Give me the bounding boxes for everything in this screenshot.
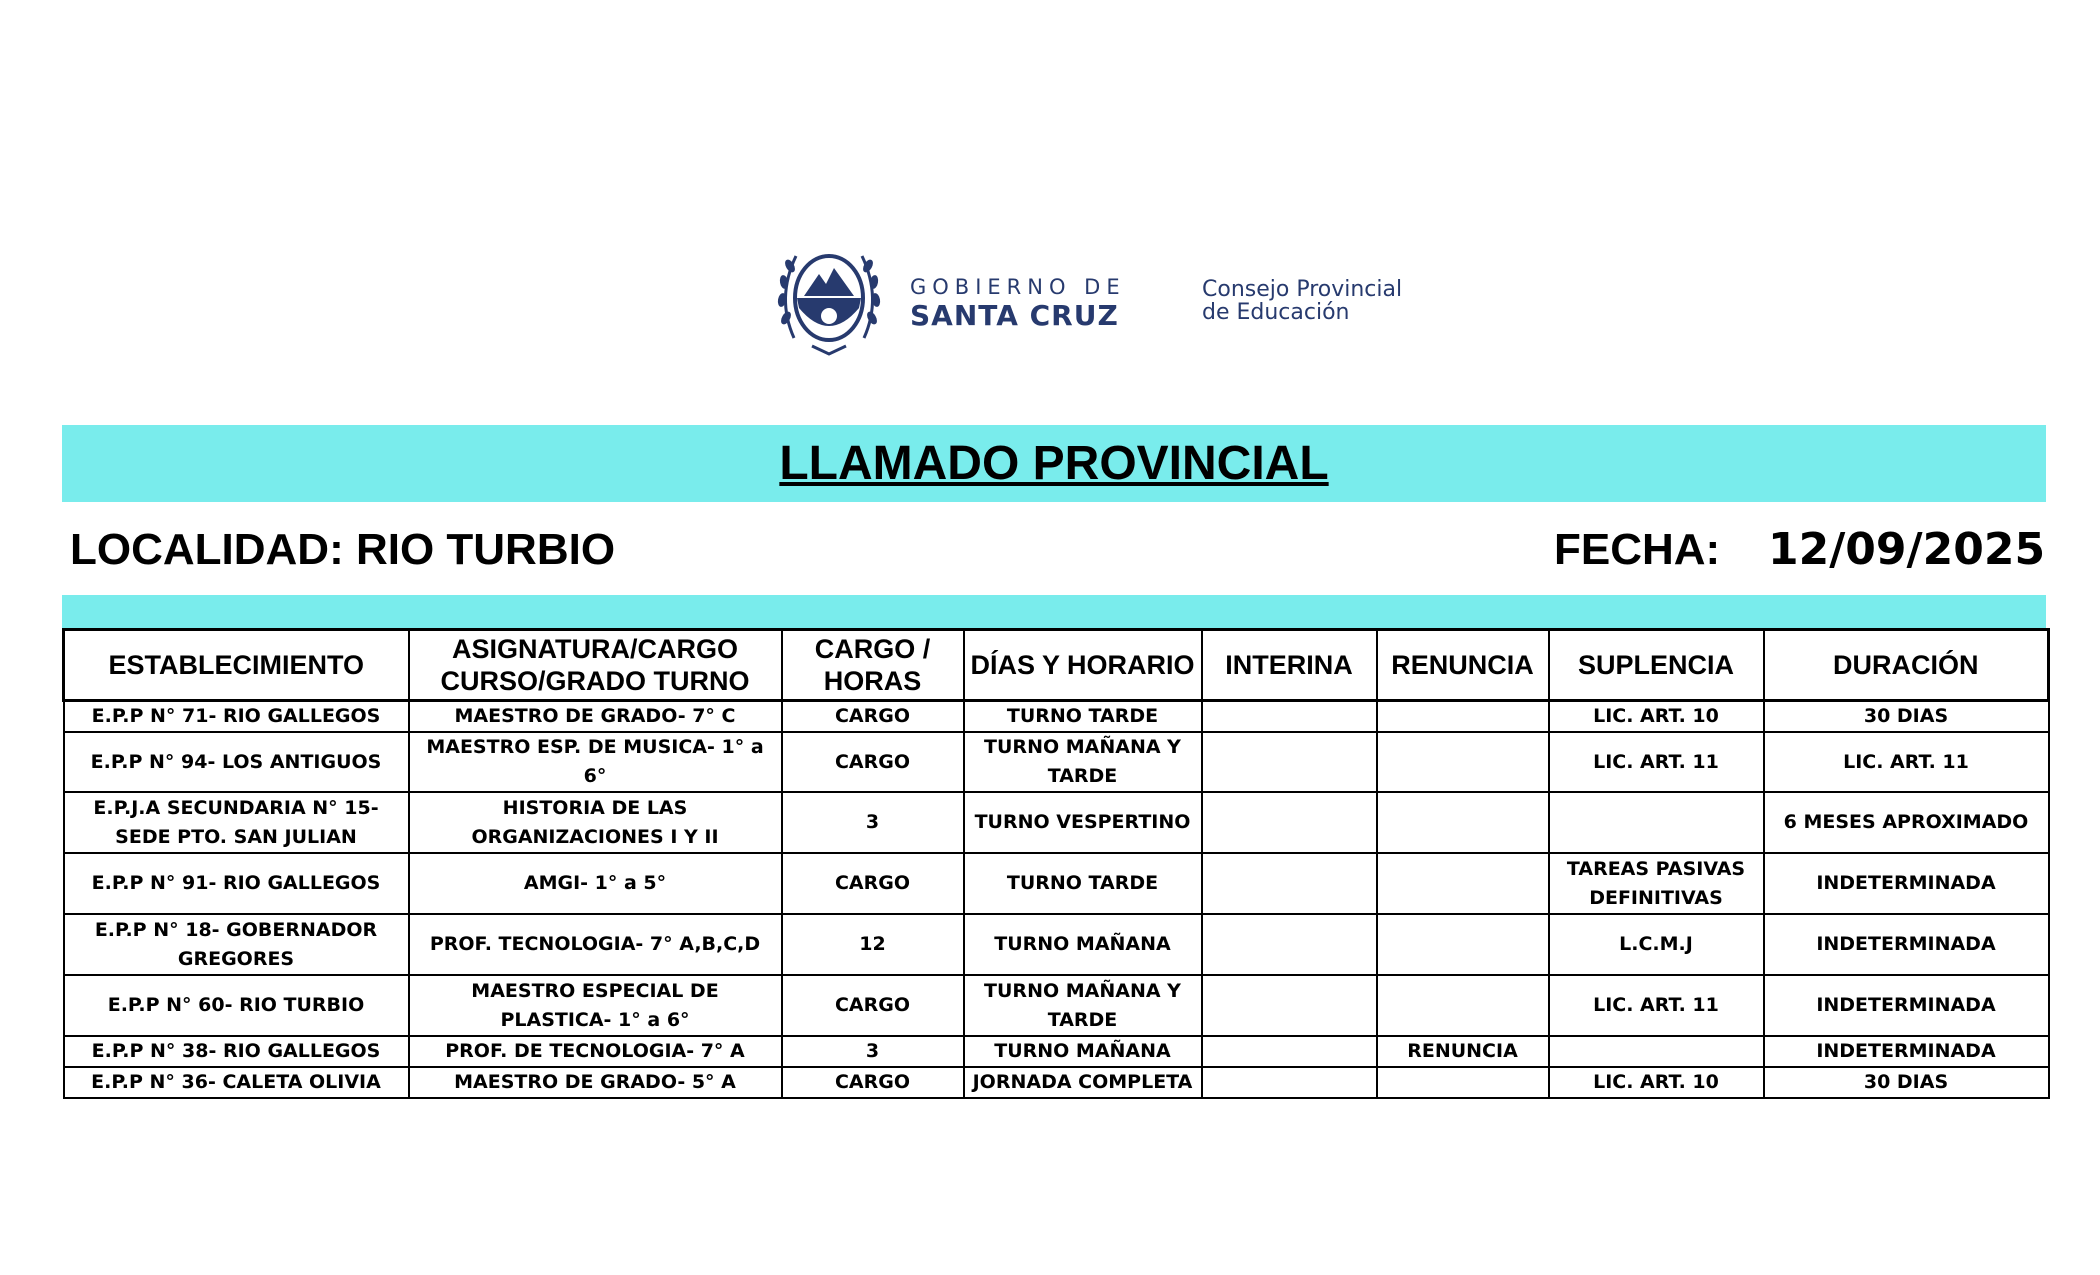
table-cell: TAREAS PASIVAS DEFINITIVAS	[1549, 853, 1764, 914]
column-header: DURACIÓN	[1764, 630, 2049, 701]
positions-table	[62, 628, 2050, 1099]
table-cell: E.P.P N° 71- RIO GALLEGOS	[64, 701, 409, 733]
table-row	[64, 914, 2049, 975]
table-cell: CARGO	[782, 732, 964, 792]
table-cell: MAESTRO ESPECIAL DE PLASTICA- 1° a 6°	[409, 975, 782, 1036]
table-cell: 3	[782, 792, 964, 853]
table-cell: E.P.P N° 91- RIO GALLEGOS	[64, 853, 409, 914]
table-row	[64, 792, 2049, 853]
table-cell	[1202, 914, 1377, 975]
table-cell: TURNO MAÑANA Y TARDE	[964, 732, 1202, 792]
council-name-line1: Consejo Provincial	[1202, 277, 1403, 302]
column-header: DÍAS Y HORARIO	[964, 630, 1202, 701]
column-header: CARGO / HORAS	[782, 630, 964, 701]
table-cell: TURNO MAÑANA Y TARDE	[964, 975, 1202, 1036]
table-cell: HISTORIA DE LAS ORGANIZACIONES I Y II	[409, 792, 782, 853]
table-cell: L.C.M.J	[1549, 914, 1764, 975]
table-cell: RENUNCIA	[1377, 1036, 1549, 1067]
table-cell: E.P.J.A SECUNDARIA N° 15- SEDE PTO. SAN JULIAN	[64, 792, 409, 853]
table-cell: INDETERMINADA	[1764, 975, 2049, 1036]
table-cell	[1377, 1067, 1549, 1098]
table-cell: CARGO	[782, 853, 964, 914]
header-logo	[774, 238, 1474, 358]
table-cell: E.P.P N° 60- RIO TURBIO	[64, 975, 409, 1036]
table-cell	[1549, 1036, 1764, 1067]
table-header-row	[64, 630, 2049, 701]
table-cell: 30 DIAS	[1764, 701, 2049, 733]
table-cell	[1202, 853, 1377, 914]
provincial-seal-icon	[774, 238, 884, 358]
table-cell	[1377, 792, 1549, 853]
table-cell: 6 MESES APROXIMADO	[1764, 792, 2049, 853]
table-cell: TURNO VESPERTINO	[964, 792, 1202, 853]
title-band	[62, 425, 2046, 502]
table-cell: MAESTRO DE GRADO- 5° A	[409, 1067, 782, 1098]
table-cell: LIC. ART. 11	[1549, 732, 1764, 792]
table-cell: INDETERMINADA	[1764, 914, 2049, 975]
table-cell: MAESTRO DE GRADO- 7° C	[409, 701, 782, 733]
table-cell: INDETERMINADA	[1764, 853, 2049, 914]
table-cell: TURNO MAÑANA	[964, 914, 1202, 975]
table-cell	[1202, 1036, 1377, 1067]
table-cell: PROF. DE TECNOLOGIA- 7° A	[409, 1036, 782, 1067]
org-name-line2: SANTA CRUZ	[910, 299, 1119, 332]
table-cell: E.P.P N° 18- GOBERNADOR GREGORES	[64, 914, 409, 975]
column-header: ESTABLECIMIENTO	[64, 630, 409, 701]
table-cell	[1202, 975, 1377, 1036]
table-cell	[1202, 732, 1377, 792]
table-cell: CARGO	[782, 975, 964, 1036]
table-cell: MAESTRO ESP. DE MUSICA- 1° a 6°	[409, 732, 782, 792]
table-row	[64, 732, 2049, 792]
table-cell: INDETERMINADA	[1764, 1036, 2049, 1067]
table-cell: E.P.P N° 94- LOS ANTIGUOS	[64, 732, 409, 792]
table-cell: 3	[782, 1036, 964, 1067]
org-name-line1: GOBIERNO DE	[910, 275, 1126, 299]
table-cell: LIC. ART. 10	[1549, 701, 1764, 733]
table-cell: TURNO TARDE	[964, 701, 1202, 733]
table-cell: PROF. TECNOLOGIA- 7° A,B,C,D	[409, 914, 782, 975]
table-cell: LIC. ART. 10	[1549, 1067, 1764, 1098]
table-cell: E.P.P N° 38- RIO GALLEGOS	[64, 1036, 409, 1067]
table-cell: LIC. ART. 11	[1549, 975, 1764, 1036]
table-cell	[1377, 732, 1549, 792]
table-cell	[1202, 792, 1377, 853]
table-cell: JORNADA COMPLETA	[964, 1067, 1202, 1098]
separator-band	[62, 595, 2046, 629]
table-cell	[1377, 975, 1549, 1036]
table-row	[64, 701, 2049, 733]
table-cell	[1202, 1067, 1377, 1098]
table-cell: 30 DIAS	[1764, 1067, 2049, 1098]
fecha-label: FECHA:	[1554, 525, 1721, 574]
table-cell	[1377, 701, 1549, 733]
table-cell	[1202, 701, 1377, 733]
table-cell: 12	[782, 914, 964, 975]
table-cell: CARGO	[782, 701, 964, 733]
column-header: ASIGNATURA/CARGO CURSO/GRADO TURNO	[409, 630, 782, 701]
table-cell: CARGO	[782, 1067, 964, 1098]
table-cell	[1377, 853, 1549, 914]
council-name-line2: de Educación	[1202, 300, 1350, 325]
fecha-value: 12/09/2025	[1768, 524, 2046, 575]
table-cell: TURNO TARDE	[964, 853, 1202, 914]
table-cell: LIC. ART. 11	[1764, 732, 2049, 792]
table-cell: TURNO MAÑANA	[964, 1036, 1202, 1067]
localidad-label: LOCALIDAD: RIO TURBIO	[70, 525, 616, 574]
table-row	[64, 1067, 2049, 1098]
table-cell: E.P.P N° 36- CALETA OLIVIA	[64, 1067, 409, 1098]
table-row	[64, 1036, 2049, 1067]
table-row	[64, 975, 2049, 1036]
column-header: INTERINA	[1202, 630, 1377, 701]
column-header: RENUNCIA	[1377, 630, 1549, 701]
table-row	[64, 853, 2049, 914]
table-cell	[1377, 914, 1549, 975]
table-cell	[1549, 792, 1764, 853]
page-title: LLAMADO PROVINCIAL	[779, 437, 1329, 490]
column-header: SUPLENCIA	[1549, 630, 1764, 701]
table-cell: AMGI- 1° a 5°	[409, 853, 782, 914]
